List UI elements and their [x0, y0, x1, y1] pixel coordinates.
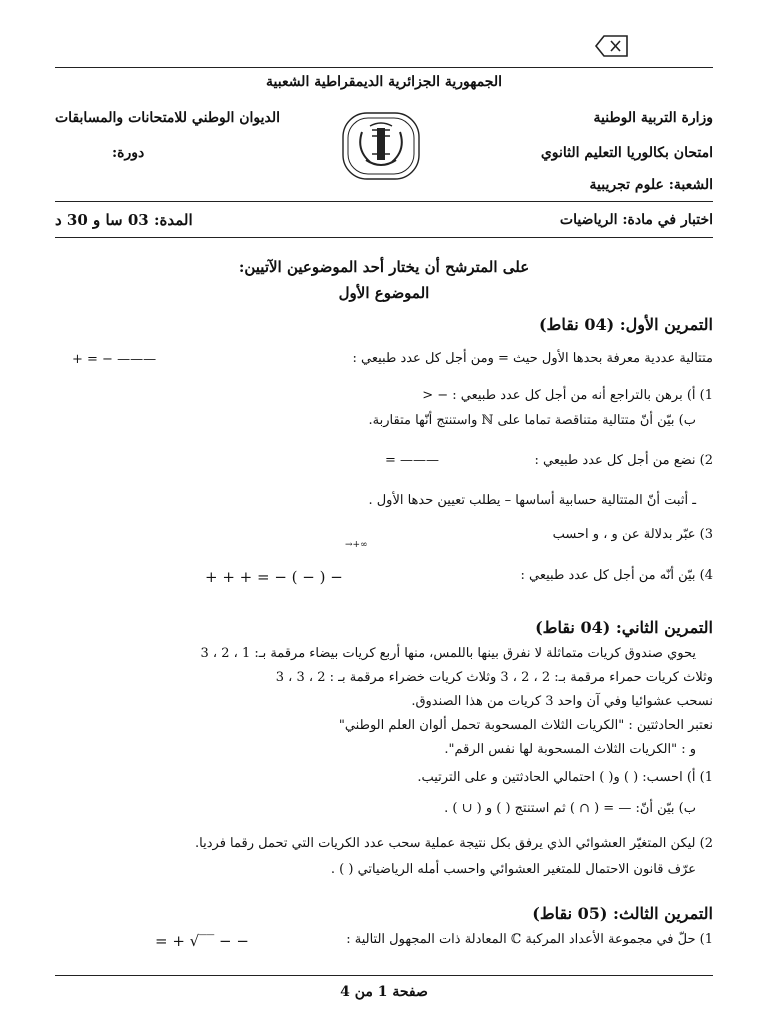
ex1-definition-text: متتالية عددية معرفة بحدها الأول حيث = ومن أجل كل عدد طبيعي :: [352, 351, 713, 366]
ex1-q3-limit: →+∞: [345, 540, 368, 550]
ex1-q2b: ـ أثبت أنّ المتتالية حسابية أساسها – يطلب تعيين حدها الأول .: [368, 493, 696, 508]
ex2-q2b: عرّف قانون الاحتمال للمتغير العشوائي واحسب أمله الرياضياتي ( ) .: [330, 862, 696, 877]
ex2-line-2: وثلاث كريات حمراء مرقمة بـ: 2 ، 2 ، 3 وثلاث كريات خضراء مرقمة بـ : 2 ، 3 ، 3: [275, 670, 713, 685]
republic-title: الجمهورية الجزائرية الديمقراطية الشعبية: [265, 74, 502, 90]
ex1-q2: 2) نضع من أجل كل عدد طبيعي :: [534, 453, 713, 468]
instruction-text: على المترشح أن يختار أحد الموضوعين الآتيين:: [238, 258, 530, 276]
exercise-1-title: التمرين الأول: (04 نقاط): [538, 315, 713, 334]
topic-title: الموضوع الأول: [338, 284, 430, 302]
header-rule-2: [55, 237, 713, 238]
ex2-line-4: نعتبر الحادثتين : "الكريات الثلاث المسحوبة تحمل ألوان العلم الوطني": [338, 718, 713, 733]
duration-label: المدة: 03 سا و 30 د: [55, 211, 193, 229]
exercise-2-title: التمرين الثاني: (04 نقاط): [535, 618, 713, 637]
footer-rule: [55, 975, 713, 976]
page-number: صفحة 1 من 4: [340, 984, 428, 1000]
exercise-3-title: التمرين الثالث: (05 نقاط): [532, 904, 713, 923]
ex1-q2-formula: = ———: [385, 453, 440, 468]
ex1-q4: 4) بيّن أنّه من أجل كل عدد طبيعي :: [520, 568, 713, 583]
top-rule: [55, 67, 713, 68]
ex2-line-1: يحوي صندوق كريات متماثلة لا نفرق بينها باللمس، منها أربع كريات بيضاء مرقمة بـ: 1 ، 2 ، 3: [200, 646, 696, 661]
ministry-label: وزارة التربية الوطنية: [593, 110, 713, 126]
branch-label: الشعبة: علوم تجريبية: [589, 177, 713, 193]
ex2-line-5: و : "الكريات الثلاث المسحوبة لها نفس الرقم".: [444, 742, 696, 757]
ex1-q4-formula: + + + = − ( − ) −: [205, 568, 343, 586]
ex1-q3: 3) عبّر بدلالة عن و ، و احسب: [552, 527, 713, 542]
ex2-q1b: ب) بيّن أنّ: — = ( ∩ ) ثم استنتج ( ) و ( ∪ ) .: [444, 801, 696, 816]
ex3-q1-formula: = + √‾‾ − −: [155, 932, 249, 950]
ex1-q1a: 1) أ) برهن بالتراجع أنه من أجل كل عدد طبيعي : − <: [422, 388, 713, 403]
ex3-q1: 1) حلّ في مجموعة الأعداد المركبة ℂ المعادلة ذات المجهول التالية :: [346, 932, 713, 947]
ex2-line-3: نسحب عشوائيا وفي آن واحد 3 كريات من هذا الصندوق.: [411, 694, 713, 709]
emblem-logo: [340, 110, 422, 182]
ex2-q1a: 1) أ) احسب: ( ) و( ) احتمالي الحادثتين و على الترتيب.: [417, 770, 713, 785]
ex1-definition-formula: + = − ———: [72, 352, 157, 367]
exam-label: امتحان بكالوريا التعليم الثانوي: [540, 145, 713, 161]
session-label: دورة:: [112, 145, 145, 161]
backspace-close-icon[interactable]: [594, 34, 630, 58]
office-label: الديوان الوطني للامتحانات والمسابقات: [55, 110, 281, 126]
ex1-q1b: ب) بيّن أنّ متتالية متناقصة تماما على ℕ واستنتج أنّها متقاربة.: [368, 413, 696, 428]
ex2-q2: 2) ليكن المتغيّر العشوائي الذي يرفق بكل نتيجة عملية سحب عدد الكريات التي تحمل رقما فرديا.: [195, 836, 713, 851]
header-rule-1: [55, 201, 713, 202]
subject-label: اختبار في مادة: الرياضيات: [559, 212, 713, 228]
